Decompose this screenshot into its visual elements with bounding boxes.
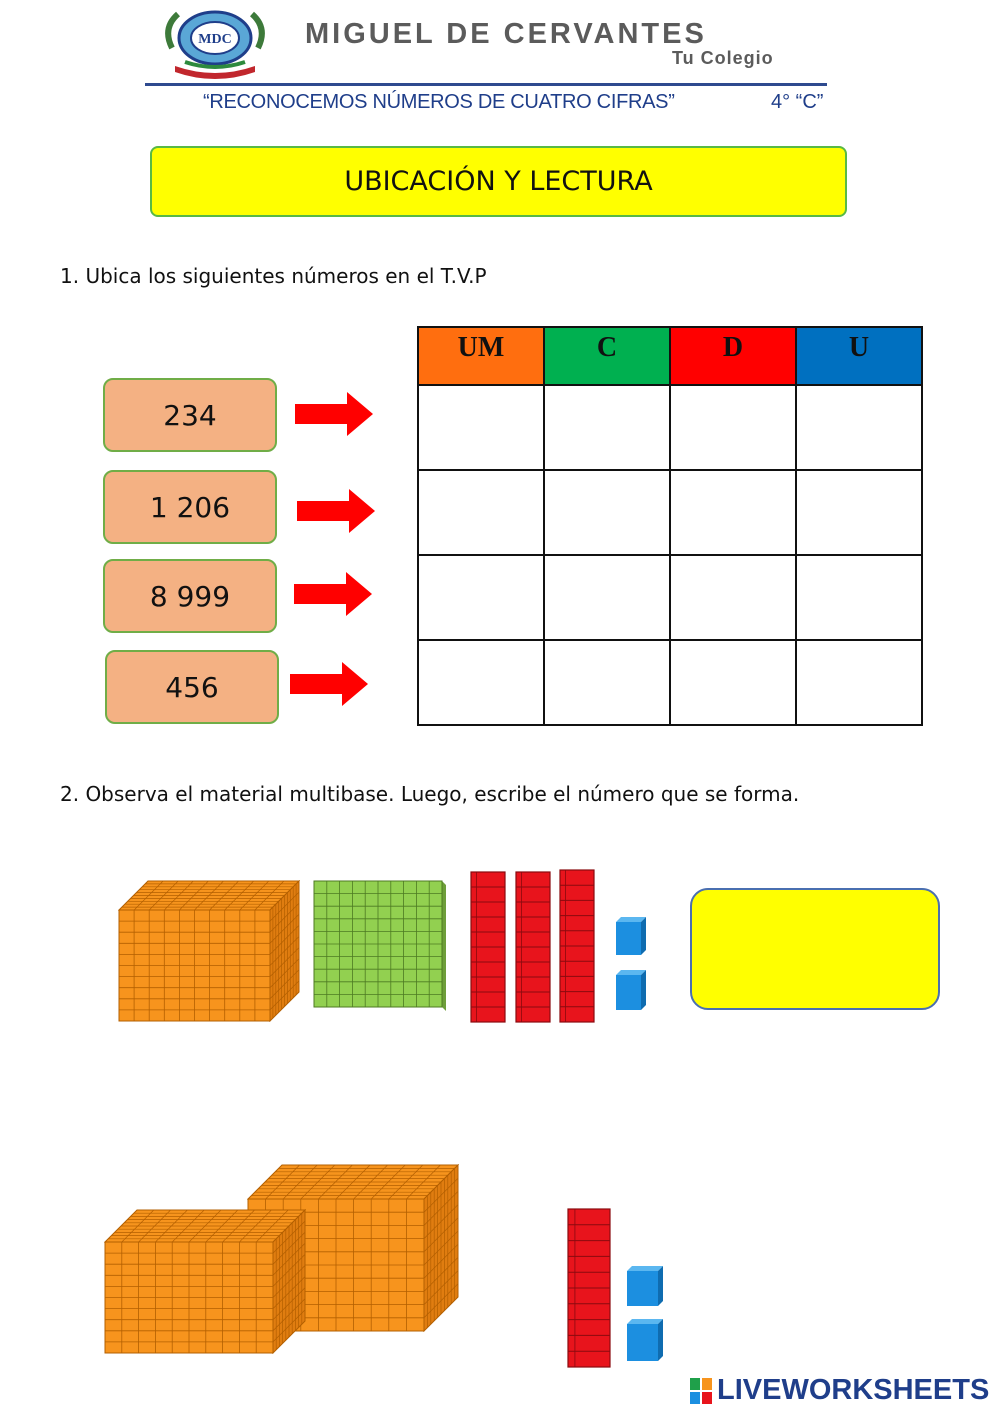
school-tagline: Tu Colegio (672, 48, 774, 68)
table-cell[interactable] (796, 385, 922, 470)
right-arrow-icon (297, 489, 375, 533)
unit-cube (615, 969, 647, 1011)
exercise-1-instruction: 1. Ubica los siguientes números en el T.V.P (60, 264, 487, 288)
table-row (418, 555, 922, 640)
table-cell[interactable] (670, 470, 796, 555)
grade-label: 4° “C” (771, 91, 824, 113)
liveworksheets-brand (690, 1374, 989, 1407)
number-card[interactable]: 456 (105, 650, 279, 724)
school-logo (160, 8, 270, 80)
table-cell[interactable] (418, 385, 544, 470)
table-cell[interactable] (670, 640, 796, 725)
answer-box[interactable] (690, 888, 940, 1010)
column-header-thousands: UM (418, 327, 544, 385)
worksheet-title: UBICACIÓN Y LECTURA (150, 146, 847, 217)
table-cell[interactable] (418, 555, 544, 640)
column-header-units: U (796, 327, 922, 385)
table-row (418, 640, 922, 725)
unit-cube (626, 1318, 664, 1362)
right-arrow-icon (294, 572, 372, 616)
unit-cube (615, 916, 647, 956)
right-arrow-icon (295, 392, 373, 436)
liveworksheets-icon (690, 1378, 714, 1404)
worksheet-subtitle: “RECONOCEMOS NÚMEROS DE CUATRO CIFRAS” (203, 91, 675, 113)
thousand-cube (118, 880, 300, 1022)
thousand-cube (104, 1209, 306, 1354)
number-card[interactable]: 1 206 (103, 470, 277, 544)
place-value-table (417, 326, 923, 726)
number-card[interactable]: 8 999 (103, 559, 277, 633)
ten-rod (567, 1208, 611, 1368)
unit-cube (626, 1265, 664, 1307)
table-cell[interactable] (670, 385, 796, 470)
table-cell[interactable] (544, 385, 670, 470)
table-cell[interactable] (544, 555, 670, 640)
table-cell[interactable] (670, 555, 796, 640)
table-row (418, 470, 922, 555)
svg-text:MDC: MDC (198, 32, 232, 47)
school-name: MIGUEL DE CERVANTES (305, 18, 707, 50)
table-cell[interactable] (544, 640, 670, 725)
table-cell[interactable] (796, 640, 922, 725)
table-cell[interactable] (418, 640, 544, 725)
table-cell[interactable] (418, 470, 544, 555)
table-row (418, 385, 922, 470)
brand-text: LIVEWORKSHEETS (717, 1374, 990, 1406)
hundred-flat (313, 880, 447, 1012)
table-cell[interactable] (796, 470, 922, 555)
ten-rod (515, 871, 551, 1023)
column-header-hundreds: C (544, 327, 670, 385)
table-cell[interactable] (796, 555, 922, 640)
column-header-tens: D (670, 327, 796, 385)
number-card[interactable]: 234 (103, 378, 277, 452)
ten-rod (559, 869, 595, 1023)
exercise-2-instruction: 2. Observa el material multibase. Luego, escribe el número que se forma. (60, 782, 800, 806)
header-divider (145, 83, 827, 86)
ten-rod (470, 871, 506, 1023)
right-arrow-icon (290, 662, 368, 706)
table-cell[interactable] (544, 470, 670, 555)
